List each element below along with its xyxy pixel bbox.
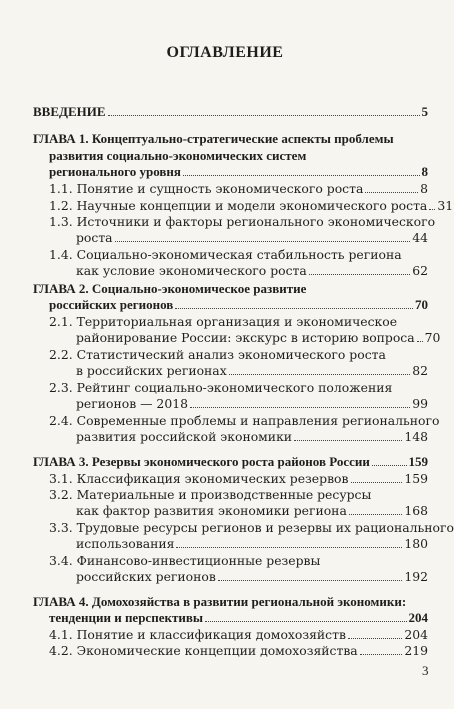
- toc-entry-label: 2.3. Рейтинг социально-экономического положения: [49, 380, 393, 395]
- toc-entry-label: 3.3. Трудовые ресурсы регионов и резервы их рационального: [49, 520, 454, 535]
- toc-entry-label: ВВЕДЕНИЕ: [33, 104, 106, 119]
- toc-entry-label: развития социально-экономических систем: [49, 148, 307, 163]
- toc-section-2-3-line-2[interactable]: [76, 396, 428, 412]
- toc-section-1-4-line-1[interactable]: [49, 247, 428, 263]
- toc-section-3-2-line-2[interactable]: [76, 503, 428, 519]
- toc-page-number: 62: [412, 263, 428, 278]
- toc-title: ОГЛАВЛЕНИЕ: [166, 44, 284, 61]
- toc-chapter-2-line-1[interactable]: [33, 281, 428, 297]
- toc-page-number: 192: [404, 569, 428, 584]
- toc-entry-label: 1.2. Научные концепции и модели экономического роста: [49, 198, 428, 213]
- leader-dots: [351, 471, 403, 483]
- toc-section-1-1[interactable]: [49, 181, 428, 197]
- toc-entry-label: районирование России: экскурс в историю вопроса: [76, 330, 415, 345]
- leader-dots: [229, 363, 411, 375]
- toc-chapter-2-line-2[interactable]: [49, 297, 428, 313]
- toc-chapter-1-line-3[interactable]: [49, 164, 428, 180]
- leader-dots: [108, 104, 420, 116]
- toc-page-number: 204: [408, 610, 428, 625]
- toc-section-1-4-line-2[interactable]: [76, 263, 428, 279]
- toc-page-number: 159: [404, 471, 428, 486]
- toc-entry-label: российских регионов: [49, 297, 174, 312]
- leader-dots: [205, 610, 406, 622]
- toc-page-number: 8: [421, 164, 428, 179]
- leader-dots: [349, 503, 403, 515]
- toc-page-number: 180: [404, 536, 428, 551]
- toc-section-3-4-line-2[interactable]: [76, 569, 428, 585]
- toc-entry-label: 2.1. Территориальная организация и экономическое: [49, 314, 398, 329]
- toc-page-number: 8: [420, 181, 428, 196]
- toc-section-3-2-line-1[interactable]: [49, 487, 428, 503]
- toc-entry-label: ГЛАВА 1. Концептуально-стратегические аспекты проблемы: [33, 131, 394, 146]
- toc-chapter-3[interactable]: [33, 454, 428, 470]
- leader-dots: [309, 263, 410, 275]
- toc-entry-label: 2.4. Современные проблемы и направления регионального: [49, 413, 440, 428]
- toc-entry-label: ГЛАВА 4. Домохозяйства в развитии региональной экономики:: [33, 594, 407, 609]
- leader-dots: [294, 429, 402, 441]
- page-number: 3: [422, 663, 429, 678]
- toc-entry-label: как условие экономического роста: [76, 263, 307, 278]
- toc-entry-intro[interactable]: [33, 104, 428, 120]
- toc-page-number: 204: [404, 627, 428, 642]
- leader-dots: [365, 181, 418, 193]
- toc-section-2-1-line-1[interactable]: [49, 314, 428, 330]
- toc-section-3-3-line-1[interactable]: [49, 520, 454, 536]
- toc-entry-label: 1.3. Источники и факторы регионального экономического: [49, 214, 436, 229]
- toc-chapter-1-line-2[interactable]: [49, 148, 428, 164]
- toc-entry-label: 4.2. Экономические концепции домохозяйства: [49, 643, 358, 658]
- toc-page-number: 219: [404, 643, 428, 658]
- toc-entry-label: 1.1. Понятие и сущность экономического роста: [49, 181, 364, 196]
- toc-section-3-3-line-2[interactable]: [76, 536, 428, 552]
- toc-entry-label: 2.2. Статистический анализ экономического роста: [49, 347, 386, 362]
- leader-dots: [360, 643, 403, 655]
- toc-chapter-4-line-1[interactable]: [33, 594, 428, 610]
- toc-page-number: 159: [408, 454, 428, 469]
- toc-chapter-1-line-1[interactable]: [33, 131, 428, 147]
- leader-dots: [429, 198, 435, 210]
- toc-entry-label: регионального уровня: [49, 164, 181, 179]
- toc-section-4-2[interactable]: [49, 643, 428, 659]
- toc-section-1-3-line-1[interactable]: [49, 214, 436, 230]
- toc-entry-label: роста: [76, 230, 113, 245]
- toc-entry-label: 3.2. Материальные и производственные ресурсы: [49, 487, 372, 502]
- toc-page-number: 99: [412, 396, 428, 411]
- leader-dots: [417, 330, 423, 342]
- toc-entry-label: в российских регионах: [76, 363, 227, 378]
- toc-section-1-3-line-2[interactable]: [76, 230, 428, 246]
- toc-entry-label: использования: [76, 536, 175, 551]
- toc-page-number: 5: [421, 104, 428, 119]
- toc-section-1-2[interactable]: [49, 198, 454, 214]
- toc-entry-label: 3.4. Финансово-инвестиционные резервы: [49, 553, 321, 568]
- toc-section-3-1[interactable]: [49, 471, 428, 487]
- toc-section-2-1-line-2[interactable]: [76, 330, 441, 346]
- toc-entry-label: развития российской экономики: [76, 429, 293, 444]
- toc-page-number: 148: [404, 429, 428, 444]
- toc-entry-label: 4.1. Понятие и классификация домохозяйств: [49, 627, 346, 642]
- toc-section-2-3-line-1[interactable]: [49, 380, 428, 396]
- toc-page-number: 31: [437, 198, 454, 213]
- toc-section-2-4-line-2[interactable]: [76, 429, 428, 445]
- toc-entry-label: регионов — 2018: [76, 396, 188, 411]
- toc-entry-label: 1.4. Социально-экономическая стабильность региона: [49, 247, 402, 262]
- toc-entry-label: ГЛАВА 3. Резервы экономического роста районов России: [33, 454, 370, 469]
- toc-entry-label: российских регионов: [76, 569, 216, 584]
- toc-entry-label: как фактор развития экономики региона: [76, 503, 347, 518]
- toc-entry-label: 3.1. Классификация экономических резервов: [49, 471, 349, 486]
- leader-dots: [190, 396, 410, 408]
- toc-section-2-2-line-1[interactable]: [49, 347, 428, 363]
- toc-entry-label: ГЛАВА 2. Социально-экономическое развитие: [33, 281, 307, 296]
- toc-page-number: 44: [412, 230, 428, 245]
- leader-dots: [218, 569, 403, 581]
- toc-page-number: 70: [415, 297, 428, 312]
- toc-page-number: 70: [424, 330, 441, 345]
- toc-section-4-1[interactable]: [49, 627, 428, 643]
- toc-page-number: 82: [412, 363, 428, 378]
- toc-section-2-4-line-1[interactable]: [49, 413, 440, 429]
- leader-dots: [175, 297, 413, 309]
- toc-section-2-2-line-2[interactable]: [76, 363, 428, 379]
- toc-entry-label: тенденции и перспективы: [49, 610, 204, 625]
- toc-section-3-4-line-1[interactable]: [49, 553, 428, 569]
- leader-dots: [372, 454, 407, 466]
- toc-page-number: 168: [404, 503, 428, 518]
- leader-dots: [115, 230, 411, 242]
- leader-dots: [348, 627, 402, 639]
- leader-dots: [183, 164, 420, 176]
- leader-dots: [176, 536, 402, 548]
- toc-chapter-4-line-2[interactable]: [49, 610, 428, 626]
